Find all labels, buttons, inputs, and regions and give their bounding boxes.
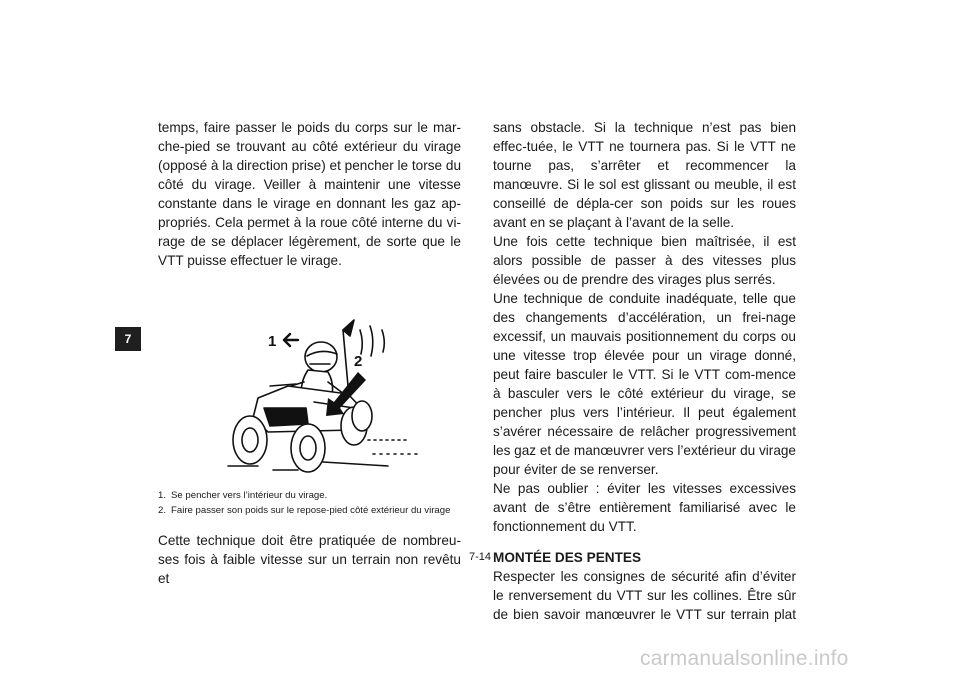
right-column <box>493 118 796 624</box>
watermark: carmanualsonline.info <box>640 647 849 670</box>
left-column <box>158 118 461 588</box>
right-paragraph-1: sans obstacle. Si la technique n’est pas bien effec-tuée, le VTT ne tournera pas. Si le VTT ne tourne pas, s’arrêter et recommencer la manœuvre. Si le sol est glissant ou meuble, il est conseillé de dépla-cer son poids sur les roues avant en se plaçant à l’avant de la selle. <box>493 120 796 230</box>
figure-label-1: 1 <box>268 333 277 350</box>
figure-label-2: 2 <box>354 353 363 370</box>
caption-text: Faire passer son poids sur le repose-pied côté extérieur du virage <box>171 505 451 516</box>
caption-item <box>158 505 461 517</box>
left-paragraph-1: temps, faire passer le poids du corps sur le mar-che-pied se trouvant au côté extérieur du virage (opposé à la direction prise) et pencher le torse du côté du virage. Veiller à maintenir une vitesse constante dans le virage en donnant les gaz ap-propriés. Cela permet à la roue côté interne du vi-rage de se déplacer légèrement, de sorte que le VTT puisse effectuer le virage. <box>158 120 462 268</box>
figure-caption <box>158 490 461 517</box>
atv-illustration <box>158 290 461 480</box>
caption-item <box>158 490 461 502</box>
atv-drawing <box>158 290 461 480</box>
chapter-tab: 7 <box>115 327 141 351</box>
section-heading: MONTÉE DES PENTES <box>493 550 642 565</box>
right-paragraph-3: Une technique de conduite inadéquate, telle que des changements d’accélération, un frei-nage excessif, un mauvais positionnement du corps ou une vitesse trop élevée pour un virage donné, peut faire basculer le VTT. Si le VTT com-mence à basculer vers le côté extérieur du virage, se pencher plus vers l’intérieur. Il peut également s’avérer nécessaire de relâcher progressivement les gaz et de manœuvrer vers l’extérieur du virage pour éviter de se renverser. <box>493 291 796 477</box>
caption-number: 1. <box>158 490 167 501</box>
right-paragraph-5: Respecter les consignes de sécurité afin d’éviter le renversement du VTT sur les collines. Être sûr de bien savoir manœuvrer le VTT sur terrain plat <box>493 569 796 622</box>
left-paragraph-2: Cette technique doit être pratiquée de nombreu-ses fois à faible vitesse sur un terrain non revêtu et <box>158 533 461 586</box>
page-number: 7-14 <box>468 551 492 563</box>
right-paragraph-2: Une fois cette technique bien maîtrisée, il est alors possible de passer à des vitesses plus élevées ou de prendre des virages plus serrés. <box>493 234 796 287</box>
caption-text: Se pencher vers l’intérieur du virage. <box>171 490 328 501</box>
right-paragraph-4: Ne pas oublier : éviter les vitesses excessives avant de s’être entièrement familiarisé avec le fonctionnement du VTT. <box>493 481 796 534</box>
caption-number: 2. <box>158 505 167 516</box>
